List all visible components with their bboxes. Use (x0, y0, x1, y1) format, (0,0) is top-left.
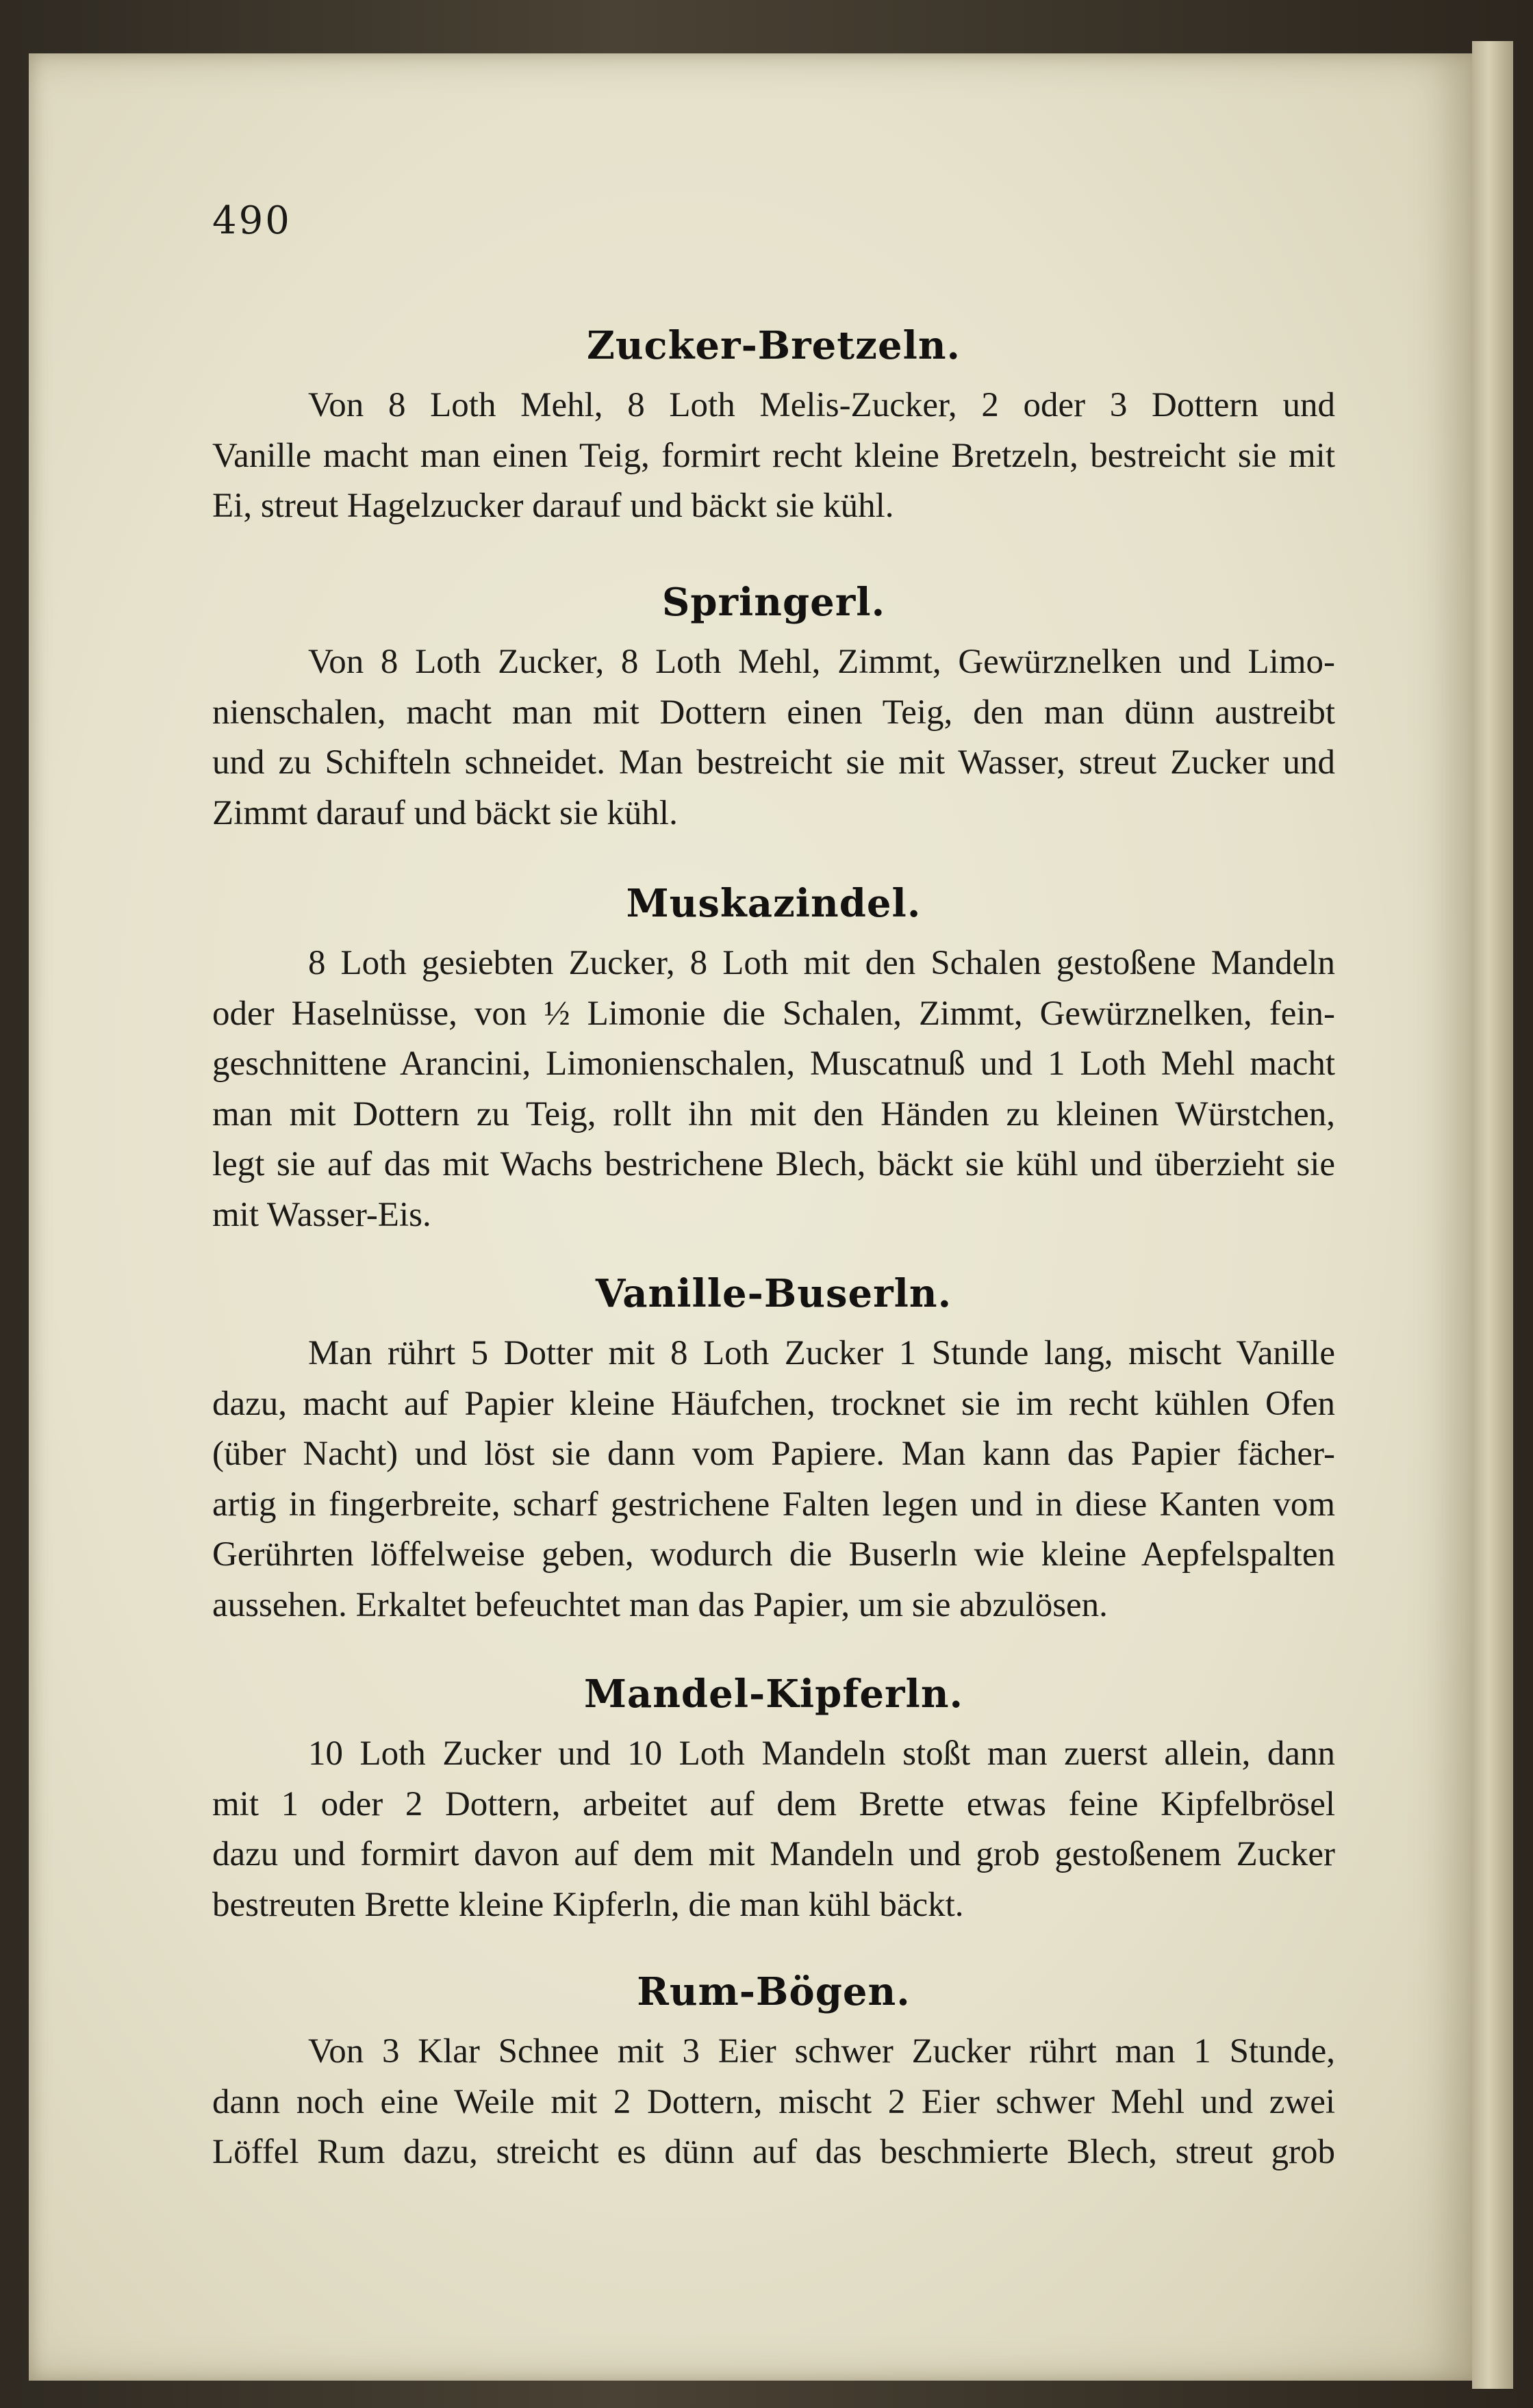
text-line: legt sie auf das mit Wachs bestrichene Blech, bäckt sie kühl und überzieht sie (212, 1145, 1335, 1183)
text-line: dann noch eine Weile mit 2 Dottern, mischt 2 Eier schwer Mehl und zwei (212, 2082, 1335, 2121)
recipe-heading: Muskazindel. (626, 881, 922, 926)
recipe-text (212, 381, 1335, 532)
page-number: 490 (212, 198, 292, 243)
text-line: (über Nacht) und löst sie dann vom Papiere. Man kann das Papier fächer- (212, 1435, 1335, 1473)
recipe-text (212, 1729, 1335, 1930)
recipe-section (212, 880, 1335, 1240)
text-line: Man rührt 5 Dotter mit 8 Loth Zucker 1 Stunde lang, mischt Vanille (308, 1334, 1335, 1372)
text-line: Von 8 Loth Zucker, 8 Loth Mehl, Zimmt, Gewürznelken und Limo- (308, 643, 1335, 681)
recipe-heading: Zucker-Bretzeln. (586, 323, 961, 368)
recipe-text (212, 938, 1335, 1240)
recipe-section (212, 1670, 1335, 1930)
text-line: Vanille macht man einen Teig, formirt recht kleine Bretzeln, bestreicht sie mit (212, 436, 1335, 475)
text-line: aussehen. Erkaltet befeuchtet man das Papier, um sie abzulösen. (212, 1585, 1108, 1624)
text-line: mit Wasser-Eis. (212, 1195, 431, 1234)
recipe-heading: Vanille-Buserln. (595, 1271, 952, 1316)
text-line: geschnittene Arancini, Limonienschalen, Muscatnuß und 1 Loth Mehl macht (212, 1045, 1335, 1083)
text-line: nienschalen, macht man mit Dottern einen Teig, den man dünn austreibt (212, 693, 1335, 732)
recipe-section (212, 1270, 1335, 1630)
text-line: artig in fingerbreite, scharf gestrichene Falten legen und in diese Kanten vom (212, 1485, 1335, 1524)
text-line: oder Haselnüsse, von ½ Limonie die Schalen, Zimmt, Gewürznelken, fein- (212, 994, 1335, 1033)
text-line: Zimmt darauf und bäckt sie kühl. (212, 793, 678, 832)
recipe-section (212, 322, 1335, 532)
recipe-heading: Rum-Bögen. (637, 1969, 911, 2014)
recipe-text (212, 2027, 1335, 2178)
text-line: Von 8 Loth Mehl, 8 Loth Melis-Zucker, 2 oder 3 Dottern und (308, 386, 1335, 424)
recipe-heading: Mandel-Kipferln. (583, 1671, 964, 1717)
text-line: mit 1 oder 2 Dottern, arbeitet auf dem Brette etwas feine Kipfelbrösel (212, 1784, 1335, 1823)
text-line: dazu, macht auf Papier kleine Häufchen, trocknet sie im recht kühlen Ofen (212, 1384, 1335, 1423)
text-line: 8 Loth gesiebten Zucker, 8 Loth mit den Schalen gestoßene Mandeln (308, 944, 1335, 982)
recipe-section (212, 1968, 1335, 2178)
text-line: bestreuten Brette kleine Kipferln, die man kühl bäckt. (212, 1885, 964, 1924)
recipe-text (212, 637, 1335, 838)
recipe-section (212, 578, 1335, 838)
text-line: Löffel Rum dazu, streicht es dünn auf das beschmierte Blech, streut grob (212, 2133, 1335, 2171)
recipe-text (212, 1329, 1335, 1630)
book-spine-edge (1472, 41, 1513, 2389)
text-line: man mit Dottern zu Teig, rollt ihn mit den Händen zu kleinen Würstchen, (212, 1094, 1335, 1133)
text-line: Von 3 Klar Schnee mit 3 Eier schwer Zucker rührt man 1 Stunde, (308, 2032, 1335, 2071)
text-line: Ei, streut Hagelzucker darauf und bäckt sie kühl. (212, 487, 894, 525)
recipe-heading: Springerl. (661, 580, 886, 625)
text-line: und zu Schifteln schneidet. Man bestreicht sie mit Wasser, streut Zucker und (212, 743, 1335, 782)
text-line: 10 Loth Zucker und 10 Loth Mandeln stoßt man zuerst allein, dann (308, 1734, 1335, 1773)
text-line: Gerührten löffelweise geben, wodurch die Buserln wie kleine Aepfelspalten (212, 1535, 1335, 1574)
text-line: dazu und formirt davon auf dem mit Mandeln und grob gestoßenem Zucker (212, 1835, 1335, 1873)
